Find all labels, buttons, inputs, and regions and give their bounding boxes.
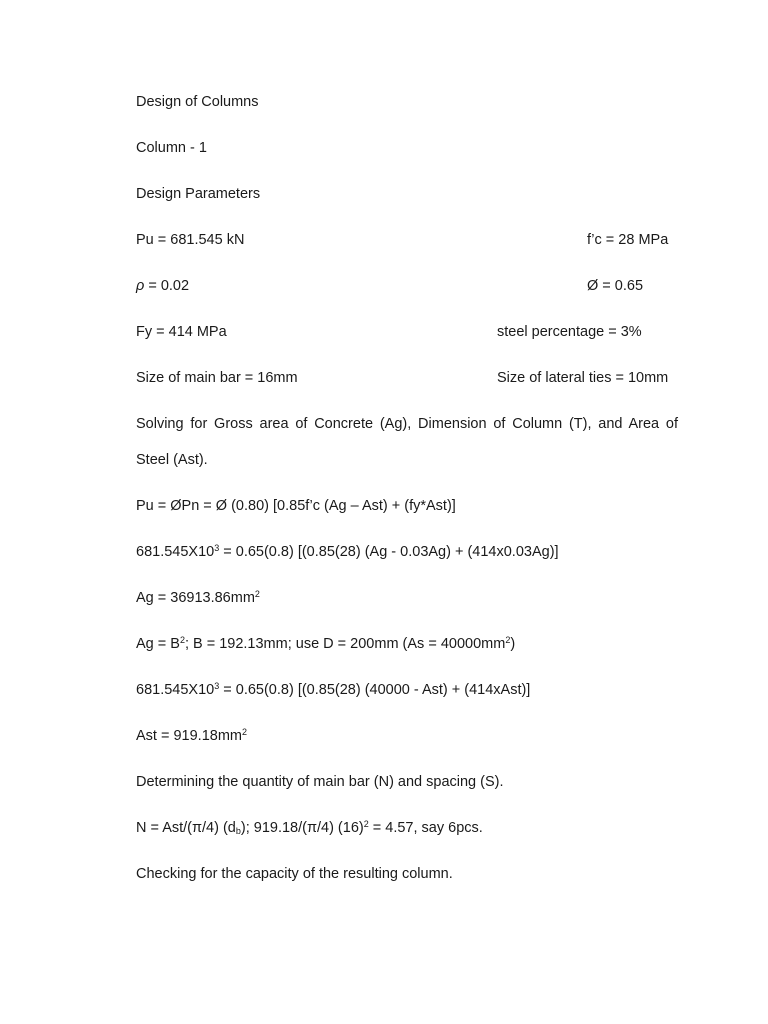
eq4-exponent-2: 2 (505, 635, 511, 645)
equation-1: Pu = ØPn = Ø (0.80) [0.85f’c (Ag – Ast) + (fy*Ast)] (136, 498, 456, 514)
eq6-exponent: 2 (241, 727, 247, 737)
column-label: Column - 1 (136, 140, 207, 156)
document-heading: Design of Columns (136, 94, 259, 110)
param-main-bar: Size of main bar = 16mm (136, 370, 298, 386)
checking-paragraph: Checking for the capacity of the resulting column. (136, 866, 453, 882)
solving-intro-paragraph: Solving for Gross area of Concrete (Ag), Dimension of Column (T), and Area of Steel (Ast). (136, 416, 678, 468)
eq2-exponent: 3 (214, 543, 220, 553)
eq5-lhs: 681.545X10 (136, 682, 215, 698)
section-design-parameters: Design Parameters (136, 186, 261, 202)
eq4-part-c: ) (510, 636, 516, 652)
eq5-rhs: = 0.65(0.8) [(0.85(28) (40000 - Ast) + (414xAst)] (219, 682, 531, 698)
param-lateral-ties: Size of lateral ties = 10mm (497, 370, 669, 386)
rho-value: = 0.02 (144, 278, 190, 294)
param-fy: Fy = 414 MPa (136, 324, 227, 340)
eq7-part-b: ); 919.18/(π/4) (16) (240, 820, 364, 836)
eq4-part-b: ; B = 192.13mm; use D = 200mm (As = 40000mm (184, 636, 506, 652)
equation-2 (136, 543, 559, 561)
eq2-rhs: = 0.65(0.8) [(0.85(28) (Ag - 0.03Ag) + (414x0.03Ag)] (219, 544, 559, 560)
eq4-exponent-1: 2 (179, 635, 185, 645)
rho-symbol: ρ (136, 278, 145, 294)
param-phi: Ø = 0.65 (587, 278, 644, 294)
eq5-exponent: 3 (214, 681, 220, 691)
eq3-exponent: 2 (254, 589, 260, 599)
param-fc: f’c = 28 MPa (587, 232, 669, 248)
equation-5 (136, 681, 530, 699)
equation-3 (136, 589, 260, 607)
eq7-part-a: N = Ast/(π/4) (d (136, 820, 236, 836)
eq4-part-a: Ag = B (136, 636, 180, 652)
param-rho (136, 277, 189, 295)
equation-6 (136, 727, 247, 745)
eq7-subscript: b (235, 826, 241, 836)
eq7-exponent: 2 (363, 819, 369, 829)
eq7-part-c: = 4.57, say 6pcs. (368, 820, 483, 836)
eq3-text: Ag = 36913.86mm (136, 590, 255, 606)
param-pu: Pu = 681.545 kN (136, 232, 245, 248)
equation-4 (136, 635, 515, 653)
equation-7 (136, 819, 483, 837)
param-steel-percentage: steel percentage = 3% (497, 324, 642, 340)
eq2-lhs: 681.545X10 (136, 544, 215, 560)
eq6-text: Ast = 919.18mm (136, 728, 242, 744)
determining-paragraph: Determining the quantity of main bar (N) and spacing (S). (136, 774, 504, 790)
